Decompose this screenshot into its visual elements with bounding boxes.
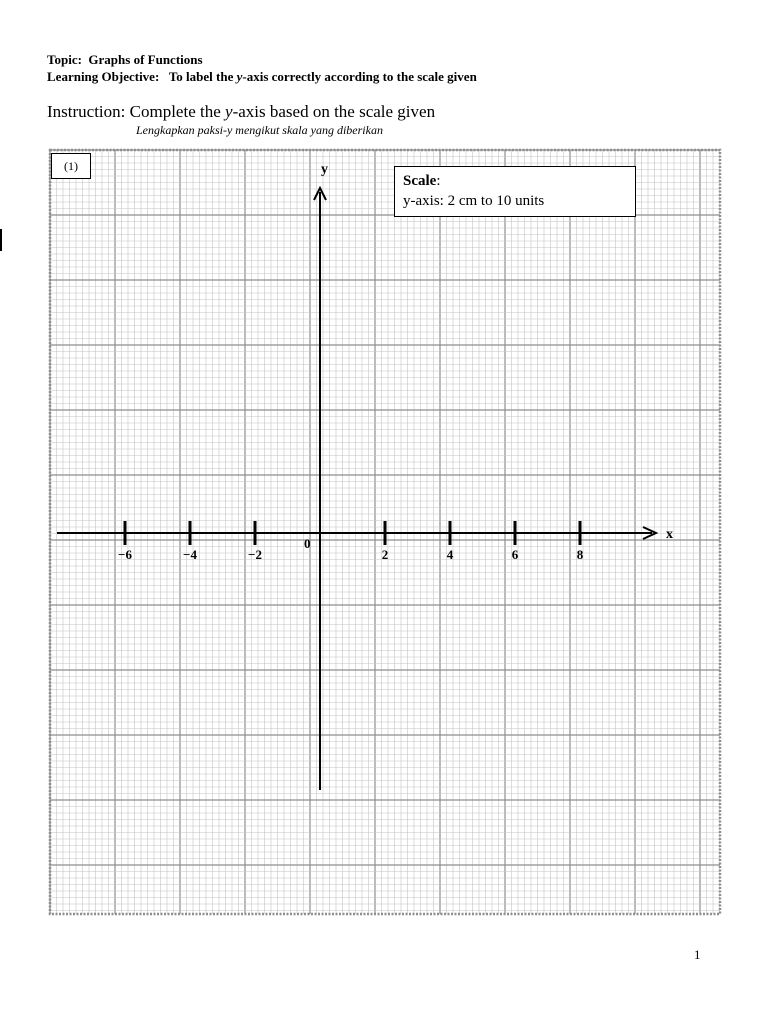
- instruction-text-pre: Complete the: [129, 102, 226, 121]
- objective-label: Learning Objective:: [47, 69, 160, 84]
- x-tick-label: −2: [248, 547, 262, 562]
- y-axis-name: y: [321, 162, 328, 177]
- x-tick-label: 8: [576, 547, 584, 562]
- x-tick-label: −6: [118, 547, 132, 562]
- instruction-translation: Lengkapkan paksi-y mengikut skala yang diberikan: [136, 123, 383, 137]
- objective-text-var: y: [236, 69, 243, 84]
- objective-text-post: -axis correctly according to the scale given: [242, 69, 477, 84]
- topic-value: Graphs of Functions: [88, 52, 203, 67]
- origin-label: 0: [304, 536, 311, 551]
- x-axis-name: x: [666, 527, 673, 542]
- page-number: 1: [694, 947, 701, 962]
- objective-text-pre: To label the: [168, 69, 237, 84]
- instruction-text-post: -axis based on the scale given: [232, 102, 436, 121]
- topic-label: Topic:: [47, 52, 82, 67]
- instruction-label: Instruction:: [47, 102, 126, 121]
- x-tick-label: 2: [381, 547, 389, 562]
- x-tick-label: 4: [446, 547, 454, 562]
- scale-text: y-axis: 2 cm to 10 units: [403, 193, 545, 209]
- scale-colon: :: [436, 173, 441, 189]
- question-number: (1): [51, 153, 91, 179]
- x-tick-label: 6: [511, 547, 519, 562]
- instruction-text-var: y: [225, 102, 233, 121]
- scale-title: Scale: [403, 173, 437, 189]
- scale-box: [394, 166, 636, 217]
- x-tick-label: −4: [183, 547, 197, 562]
